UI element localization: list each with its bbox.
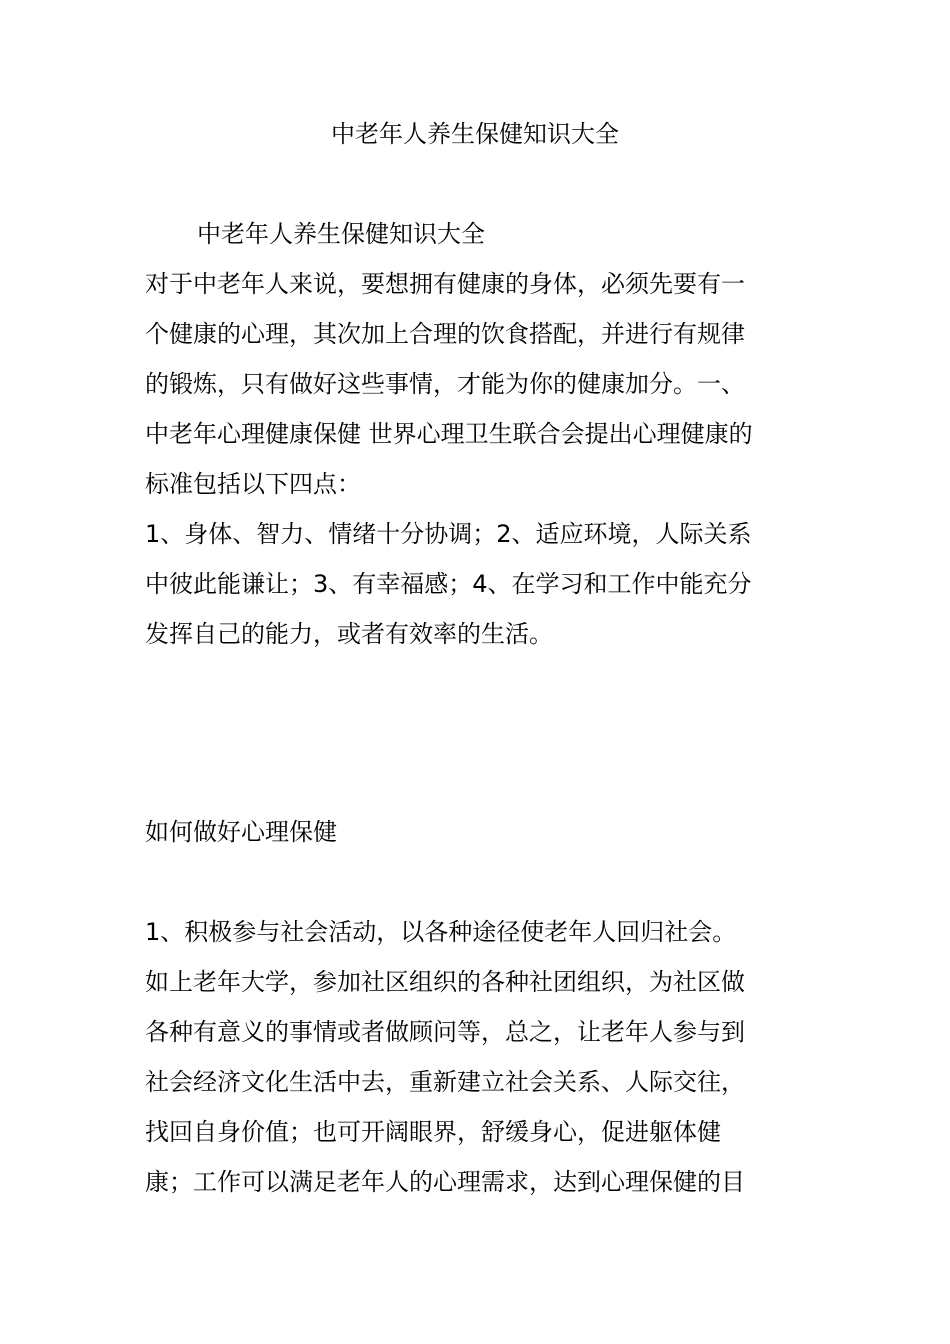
paragraph-line: 如上老年大学，参加社区组织的各种社团组织，为社区做 [145, 968, 745, 996]
paragraph-line: 找回自身价值；也可开阔眼界，舒缓身心，促进躯体健 [145, 1118, 721, 1146]
paragraph-line: 1、积极参与社会活动，以各种途径使老年人回归社会。 [145, 918, 737, 946]
paragraph-line: 中老年心理健康保健 世界心理卫生联合会提出心理健康的 [145, 420, 753, 448]
document-subtitle: 中老年人养生保健知识大全 [197, 220, 485, 248]
paragraph-line: 社会经济文化生活中去，重新建立社会关系、人际交往， [145, 1068, 745, 1096]
section-heading: 如何做好心理保健 [145, 818, 337, 846]
paragraph-line: 的锻炼，只有做好这些事情，才能为你的健康加分。一、 [145, 370, 745, 398]
paragraph-line: 1、身体、智力、情绪十分协调；2、适应环境，人际关系 [145, 520, 752, 548]
paragraph-line: 各种有意义的事情或者做顾问等，总之，让老年人参与到 [145, 1018, 745, 1046]
document-title: 中老年人养生保健知识大全 [331, 120, 619, 148]
paragraph-line: 中彼此能谦让；3、有幸福感；4、在学习和工作中能充分 [145, 570, 752, 598]
paragraph-line: 标准包括以下四点： [145, 470, 361, 498]
paragraph-line: 对于中老年人来说，要想拥有健康的身体，必须先要有一 [145, 270, 745, 298]
paragraph-line: 康；工作可以满足老年人的心理需求，达到心理保健的目 [145, 1168, 745, 1196]
paragraph-line: 发挥自己的能力，或者有效率的生活。 [145, 620, 553, 648]
paragraph-line: 个健康的心理，其次加上合理的饮食搭配，并进行有规律 [145, 320, 745, 348]
